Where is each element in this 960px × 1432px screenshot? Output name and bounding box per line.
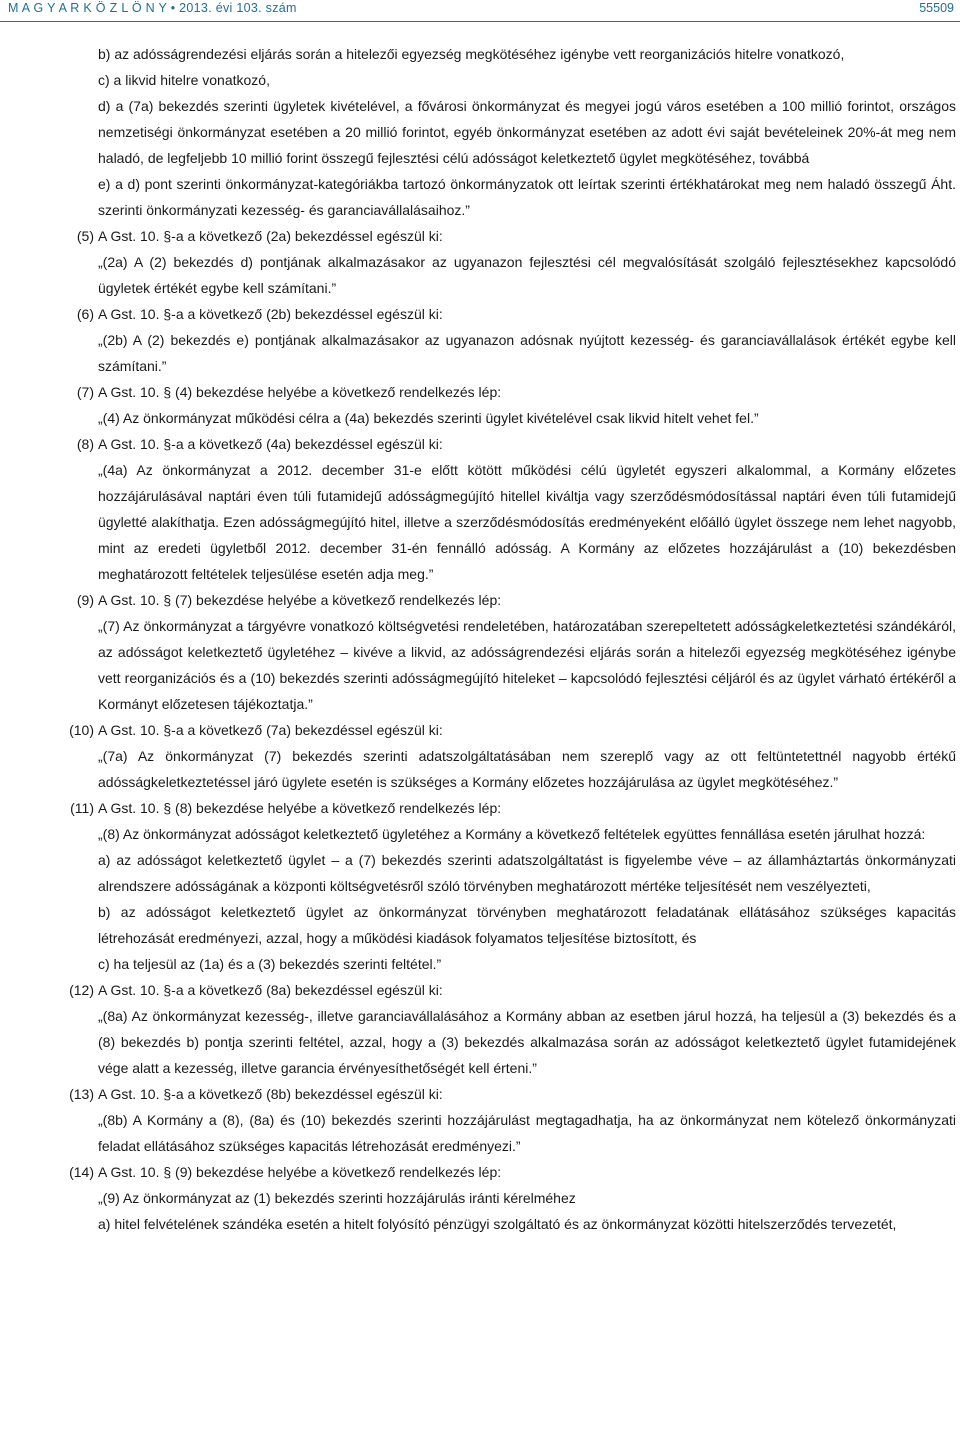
item-number: (6) xyxy=(76,306,94,322)
item-body-paragraph: „(8b) A Kormány a (8), (8a) és (10) bekezdés szerinti hozzájárulást megtagadhatja, ha az önkormányzat nem kötelező önkormányzati feladat ellátásához szükséges kapacitás létrehozását eredményezi.” xyxy=(98,1112,956,1154)
item-number: (11) xyxy=(70,800,94,816)
item-lead: A Gst. 10. §-a a következő (2a) bekezdéssel egészül ki: xyxy=(98,228,443,244)
amendment-item xyxy=(56,795,956,821)
item-lead: A Gst. 10. § (4) bekezdése helyébe a következő rendelkezés lép: xyxy=(98,384,502,400)
item-body-paragraph: „(4) Az önkormányzat működési célra a (4a) bekezdés szerinti ügylet kivételével csak likvid hitelt vehet fel.” xyxy=(98,410,759,426)
item-lead: A Gst. 10. §-a a következő (7a) bekezdéssel egészül ki: xyxy=(98,722,443,738)
item-lead: A Gst. 10. §-a a következő (8a) bekezdéssel egészül ki: xyxy=(98,982,443,998)
item-number: (5) xyxy=(76,228,94,244)
point-e: e) a d) pont szerinti önkormányzat-kategóriákba tartozó önkormányzatok ott leírtak szerinti értékhatárokat meg nem haladó összegű Áht. szerinti önkormányzati kezesség- és garanciavállalásaihoz.” xyxy=(98,176,956,218)
amendment-item xyxy=(56,587,956,613)
item-body-paragraph: „(2a) A (2) bekezdés d) pontjának alkalmazásakor az ugyanazon fejlesztési cél megvalósítását szolgáló fejlesztésekhez kapcsolódó ügyletek értékét egybe kell számítani.” xyxy=(98,254,956,296)
amendment-list xyxy=(56,223,956,1237)
item-body-paragraph: a) hitel felvételének szándéka esetén a hitelt folyósító pénzügyi szolgáltató és az önkormányzat közötti hitelszerződés tervezetét, xyxy=(98,1216,897,1232)
document-body xyxy=(56,41,956,1237)
page-number: 55509 xyxy=(919,1,954,15)
item-body-paragraph: „(8a) Az önkormányzat kezesség-, illetve garanciavállalásához a Kormány abban az esetben járul hozzá, ha teljesül a (3) bekezdés és a (8) bekezdés b) pontja szerinti feltétel, azzal, hogy a (3) bekezdés alkalmazása során az adósságot keletkeztető ügylet futamidejének vége alatt a kezesség, illetve garancia érvényesíthetőségét kell érteni.” xyxy=(98,1008,956,1076)
item-lead: A Gst. 10. §-a a következő (2b) bekezdéssel egészül ki: xyxy=(98,306,443,322)
item-lead: A Gst. 10. § (9) bekezdése helyébe a következő rendelkezés lép: xyxy=(98,1164,502,1180)
item-body-paragraph: „(7) Az önkormányzat a tárgyévre vonatkozó költségvetési rendeletében, határozatában szerepeltetett adósságkeletkeztetési szándékáról, az adósságot keletkeztető ügyletéhez – kivéve a likvid, az adósságrendezési eljárás során a hitelezői egyezség megkötéséhez igénybe vett reorganizációs és a (10) bekezdés szerinti adósságmegújító hiteleket – kapcsolódó fejlesztési céljáról és az ügylet várható értékéről a Kormányt előzetesen tájékoztatja.” xyxy=(98,618,956,712)
amendment-item xyxy=(56,379,956,405)
point-b: b) az adósságrendezési eljárás során a hitelezői egyezség megkötéséhez igénybe vett reorganizációs hitelre vonatkozó, xyxy=(98,46,845,62)
item-number: (12) xyxy=(69,982,94,998)
item-lead: A Gst. 10. § (7) bekezdése helyébe a következő rendelkezés lép: xyxy=(98,592,502,608)
item-body-paragraph: „(7a) Az önkormányzat (7) bekezdés szerinti adatszolgáltatásában nem szereplő vagy az ott feltüntetettnél nagyobb értékű adósságkeletkeztetéssel járó ügylete esetén is szükséges a Kormány előzetes hozzájárulása az ügylet megkötéséhez.” xyxy=(98,748,956,790)
amendment-item xyxy=(56,717,956,743)
item-body-paragraph: „(4a) Az önkormányzat a 2012. december 31-e előtt kötött működési célú ügyletét egyszeri alkalommal, a Kormány előzetes hozzájárulásával naptári éven túli futamidejű adósságmegújító hitellel kiváltja vagy szerződésmódosítással naptári éven túli futamidejű ügyletté alakíthatja. Ezen adósságmegújító hitel, illetve a szerződésmódosítás eredményeként előálló ügylet összege nem lehet nagyobb, mint az eredeti ügyletből 2012. december 31-én fennálló adósság. A Kormány az előzetes hozzájárulást a (10) bekezdésben meghatározott feltételek teljesülése esetén adja meg.” xyxy=(98,462,956,582)
point-d: d) a (7a) bekezdés szerinti ügyletek kivételével, a fővárosi önkormányzat és megyei jogú város esetében a 100 millió forintot, országos nemzetiségi önkormányzat esetében a 20 millió forintot, egyéb önkormányzat esetében az adott évi saját bevételeinek 20%-át meg nem haladó, de legfeljebb 10 millió forint összegű fejlesztési célú adósságot keletkeztető ügylet megkötéséhez, továbbá xyxy=(98,98,956,166)
amendment-item xyxy=(56,977,956,1003)
amendment-item xyxy=(56,431,956,457)
amendment-item xyxy=(56,1159,956,1185)
item-number: (9) xyxy=(76,592,94,608)
item-body-paragraph: b) az adósságot keletkeztető ügylet az önkormányzat törvényben meghatározott feladatának ellátásához szükséges kapacitás létrehozását eredményezi, azzal, hogy a működési kiadások folyamatos teljesítése biztosított, és xyxy=(98,904,956,946)
item-body-paragraph: „(9) Az önkormányzat az (1) bekezdés szerinti hozzájárulás iránti kérelméhez xyxy=(98,1190,576,1206)
item-lead: A Gst. 10. §-a a következő (4a) bekezdéssel egészül ki: xyxy=(98,436,443,452)
page-header xyxy=(0,0,960,24)
amendment-item xyxy=(56,223,956,249)
item-body-paragraph: a) az adósságot keletkeztető ügylet – a (7) bekezdés szerinti adatszolgáltatást is figyelembe véve – az államháztartás önkormányzati alrendszere adósságának a központi költségvetésről szóló törvényben meghatározott mértéke teljesítését nem veszélyezteti, xyxy=(98,852,956,894)
item-number: (8) xyxy=(76,436,94,452)
item-body-paragraph: c) ha teljesül az (1a) és a (3) bekezdés szerinti feltétel.” xyxy=(98,956,442,972)
item-number: (14) xyxy=(69,1164,94,1180)
item-body-paragraph: „(2b) A (2) bekezdés e) pontjának alkalmazásakor az ugyanazon adósnak nyújtott kezesség- és garanciavállalások értékét egybe kell számítani.” xyxy=(98,332,956,374)
item-lead: A Gst. 10. §-a a következő (8b) bekezdéssel egészül ki: xyxy=(98,1086,443,1102)
amendment-item xyxy=(56,1081,956,1107)
amendment-item xyxy=(56,301,956,327)
journal-title: M A G Y A R K Ö Z L Ö N Y • 2013. évi 103. szám xyxy=(8,1,297,15)
item-number: (13) xyxy=(69,1086,94,1102)
item-body-paragraph: „(8) Az önkormányzat adósságot keletkeztető ügyletéhez a Kormány a következő feltételek együttes fennállása esetén járulhat hozzá: xyxy=(98,826,926,842)
item-number: (7) xyxy=(76,384,94,400)
header-rule xyxy=(0,21,960,22)
item-lead: A Gst. 10. § (8) bekezdése helyébe a következő rendelkezés lép: xyxy=(98,800,502,816)
item-number: (10) xyxy=(69,722,94,738)
point-c: c) a likvid hitelre vonatkozó, xyxy=(98,72,270,88)
